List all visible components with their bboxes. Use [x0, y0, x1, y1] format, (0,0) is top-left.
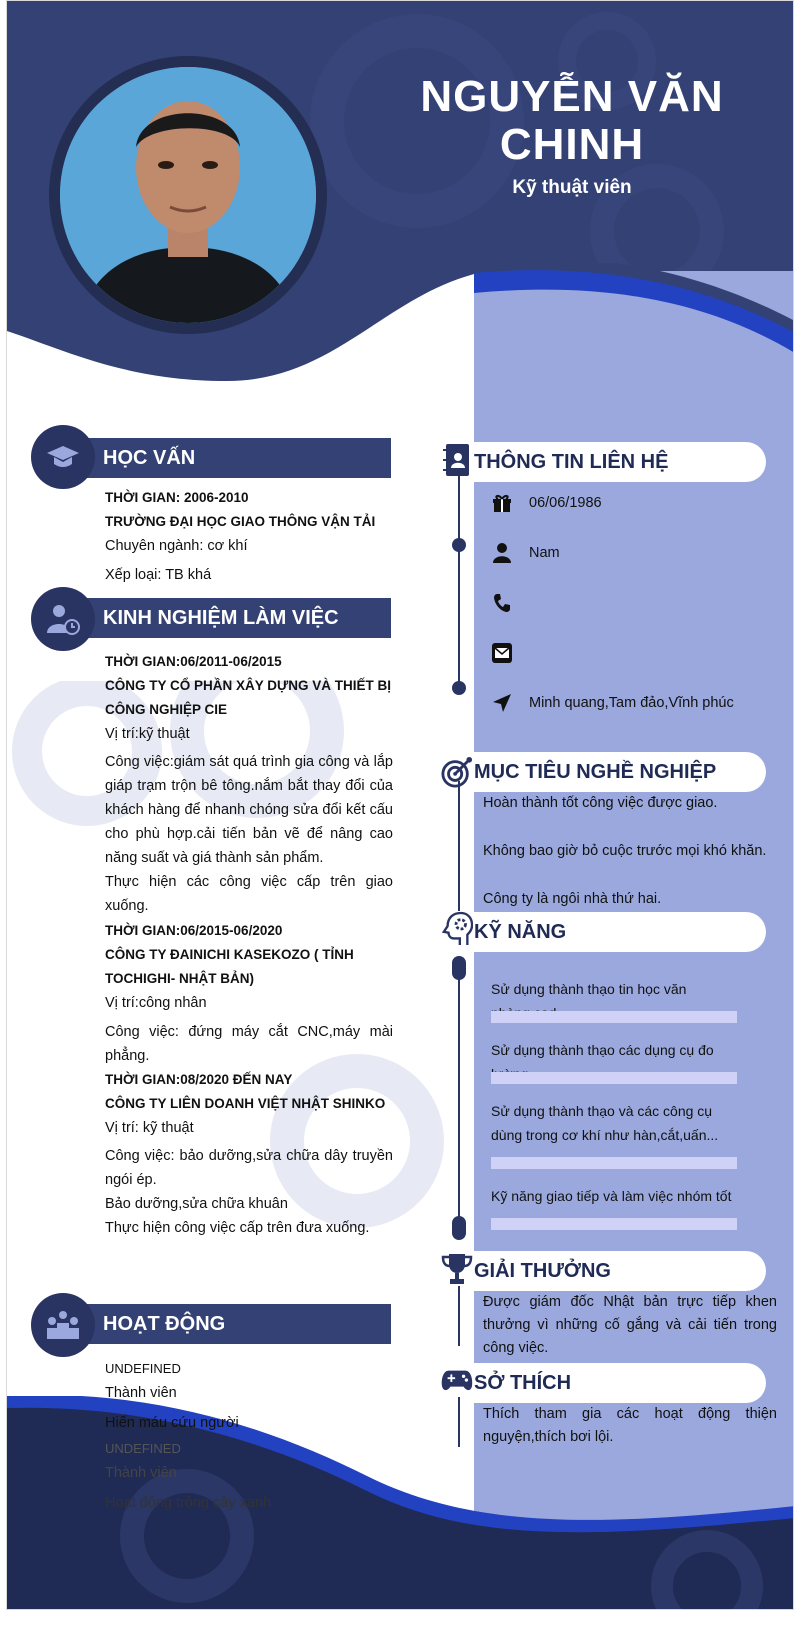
timeline-awards: [458, 1286, 460, 1346]
goal-item: Hoàn thành tốt công việc được giao.: [483, 795, 718, 811]
job3-company: CÔNG TY LIÊN DOANH VIỆT NHẬT SHINKO: [105, 1096, 386, 1111]
job3-extra1: Bảo dưỡng,sửa chữa khuân: [105, 1196, 288, 1212]
birthday-value: 06/06/1986: [529, 495, 602, 511]
timeline-dot: [452, 538, 466, 552]
cv-page: [6, 0, 794, 1610]
skill-label: Sử dụng thành thạo và các công cụ dùng trong cơ khí như hàn,cắt,uấn...: [491, 1103, 719, 1143]
job1-company: CÔNG TY CỔ PHẦN XÂY DỰNG VÀ THIẾT BỊ CÔNG NGHIỆP CIE: [105, 678, 391, 717]
profile-name: NGUYỄN VĂN CHINH: [420, 72, 724, 169]
trophy-icon: [441, 1251, 473, 1287]
activity2-description: Hoạt động trồng cây xanh: [105, 1495, 272, 1511]
skill-label: Sử dụng thành thạo các dụng cụ đo: [491, 1042, 714, 1058]
education-heading: HỌC VẤN: [71, 438, 391, 478]
job1-time: THỜI GIAN:06/2011-06/2015: [105, 654, 282, 669]
target-icon: [441, 754, 473, 790]
gender-value: Nam: [529, 545, 560, 561]
contact-address: [491, 689, 734, 717]
goals-heading: MỤC TIÊU NGHỀ NGHIỆP: [474, 752, 766, 792]
goal-item: Công ty là ngôi nhà thứ hai.: [483, 891, 662, 907]
contact-heading: THÔNG TIN LIÊN HỆ: [474, 442, 766, 482]
job2-description: Công việc: đứng máy cắt CNC,máy mài phẳng.: [105, 1024, 393, 1064]
awards-heading: GIẢI THƯỞNG: [474, 1251, 766, 1291]
group-people-icon: [31, 1293, 95, 1357]
skill-level-bar: [491, 1011, 737, 1023]
timeline-hobbies: [458, 1397, 460, 1447]
gift-icon: [491, 492, 513, 514]
location-arrow-icon: [491, 692, 513, 714]
education-grade: Xếp loại: TB khá: [105, 567, 212, 583]
timeline-contact: [458, 471, 460, 691]
job3-time: THỜI GIAN:08/2020 ĐẾN NAY: [105, 1072, 293, 1087]
experience-heading: KINH NGHIỆM LÀM VIỆC: [71, 598, 391, 638]
education-time: THỜI GIAN: 2006-2010: [105, 490, 249, 505]
timeline-dot: [452, 956, 466, 980]
activity2-role: Thành viên: [105, 1465, 177, 1481]
activity1-org: UNDEFINED: [105, 1361, 181, 1376]
activities-heading: HOẠT ĐỘNG: [71, 1304, 391, 1344]
contact-birthday: [491, 489, 602, 517]
job2-time: THỜI GIAN:06/2015-06/2020: [105, 923, 283, 938]
timeline-goals: [458, 781, 460, 911]
profile-role: Kỹ thuật viên: [512, 177, 632, 198]
timeline-dot: [452, 681, 466, 695]
activity1-role: Thành viên: [105, 1385, 177, 1401]
contact-email: [491, 639, 529, 667]
job3-position: Vị trí: kỹ thuật: [105, 1120, 194, 1136]
education-major: Chuyên ngành: cơ khí: [105, 538, 248, 554]
address-value: Minh quang,Tam đảo,Vĩnh phúc: [529, 695, 734, 711]
job1-position: Vị trí:kỹ thuật: [105, 726, 190, 742]
job1-extra: Thực hiện các công việc cấp trên giao xuống.: [105, 874, 393, 914]
job2-position: Vị trí:công nhân: [105, 995, 207, 1011]
right-column-wave: [474, 263, 794, 353]
timeline-dot: [452, 1216, 466, 1240]
skill-level-bar: [491, 1157, 737, 1169]
gamepad-icon: [441, 1363, 473, 1399]
user-icon: [491, 542, 513, 564]
job3-description: Công việc: bảo dưỡng,sửa chữa dây truyền ngói ép.: [105, 1148, 393, 1188]
hobbies-heading: SỞ THÍCH: [474, 1363, 766, 1403]
skill-level-bar: [491, 1218, 737, 1230]
awards-text: Được giám đốc Nhật bản trực tiếp khen thưởng vì những cố gắng và cải tiến trong công việc.: [483, 1294, 777, 1356]
skill-level-bar: [491, 1072, 737, 1084]
graduation-cap-icon: [31, 425, 95, 489]
skills-heading: KỸ NĂNG: [474, 912, 766, 952]
skill-label: Kỹ năng giao tiếp và làm việc nhóm tốt: [491, 1188, 732, 1204]
phone-icon: [491, 592, 513, 614]
contact-phone: [491, 589, 529, 617]
timeline-skills: [458, 956, 460, 1226]
education-school: TRƯỜNG ĐẠI HỌC GIAO THÔNG VẬN TẢI: [105, 514, 376, 529]
job2-company: CÔNG TY ĐAINICHI KASEKOZO ( TỈNH TOCHIGHI- NHẬT BẢN): [105, 947, 354, 986]
job1-description: Công việc:giám sát quá trình gia công và lắp giáp trạm trộn bê tông.nắm bắt thay đổi của khách hàng để nhanh chóng sửa đổi kết cấu cho phù hợp.cải tiến bản vẽ để nâng cao năng suất và giá thành sản phẩm.: [105, 754, 393, 866]
goal-item: Không bao giờ bỏ cuộc trước mọi khó khăn.: [483, 843, 767, 859]
hobbies-text: Thích tham gia các hoạt động thiện nguyện,thích bơi lội.: [483, 1406, 777, 1445]
head-gear-icon: [441, 911, 473, 947]
envelope-icon: [491, 642, 513, 664]
contact-gender: [491, 539, 560, 567]
address-book-icon: [441, 442, 473, 478]
activity2-org: UNDEFINED: [105, 1441, 181, 1456]
activity1-description: Hiến máu cứu người: [105, 1415, 239, 1431]
worker-clock-icon: [31, 587, 95, 651]
avatar: [60, 67, 316, 323]
job3-extra2: Thực hiện công việc cấp trên đưa xuống.: [105, 1220, 370, 1236]
skill-label: Sử dụng thành thạo tin học văn: [491, 981, 687, 997]
